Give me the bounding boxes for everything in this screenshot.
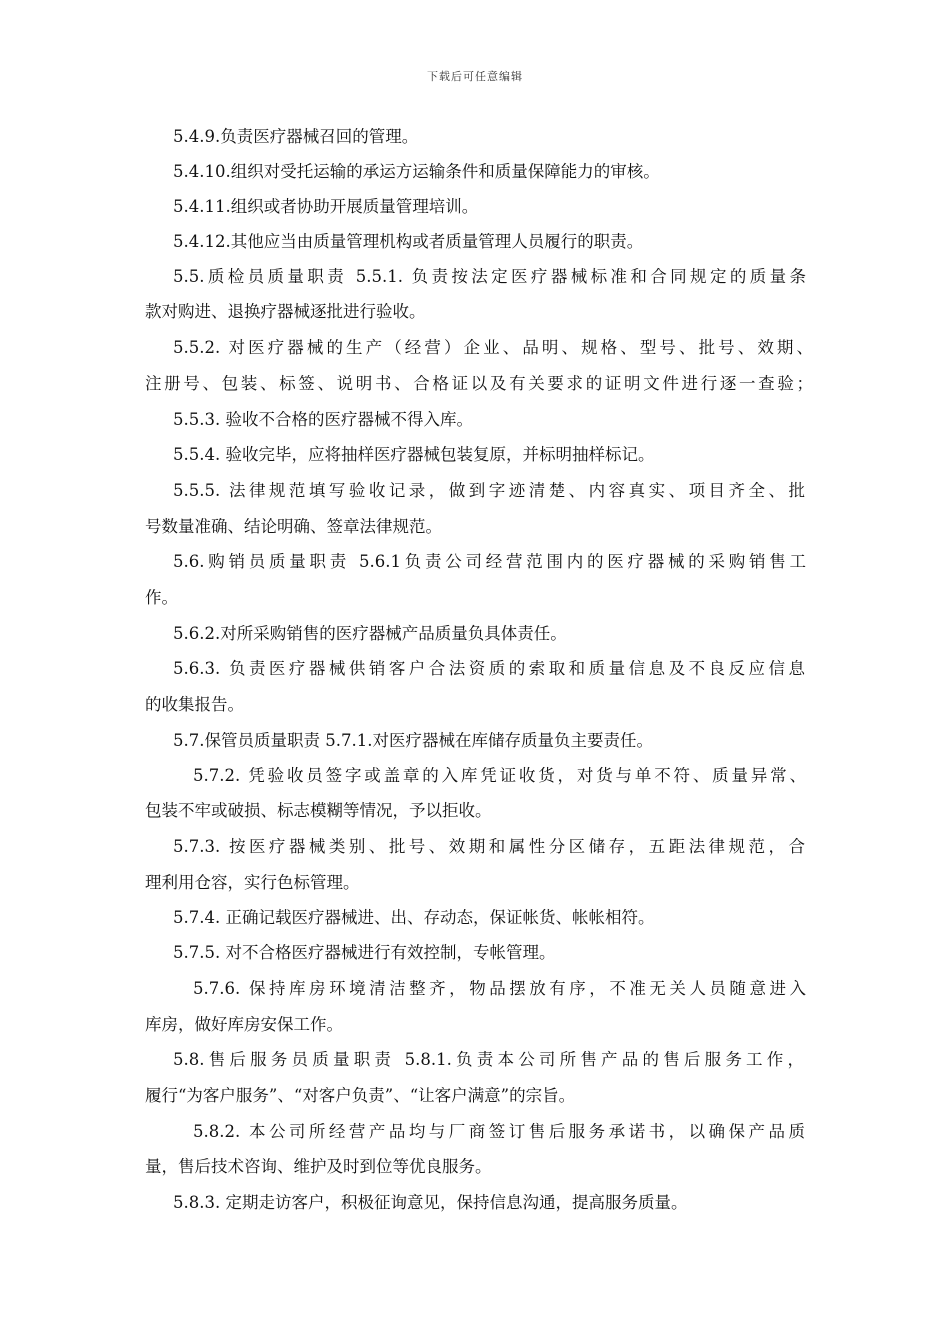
paragraph-line: 包装不牢或破损、标志模糊等情况，予以拒收。 [145, 801, 492, 820]
paragraph-line: 5.4.9.负责医疗器械召回的管理。 [173, 127, 419, 146]
paragraph-line: 5.6.3. 负责医疗器械供销客户合法资质的索取和质量信息及不良反应信息 [173, 659, 805, 678]
paragraph-line: 注册号、包装、标签、说明书、合格证以及有关要求的证明文件进行逐一查验； [145, 374, 813, 393]
paragraph-line: 5.5.2. 对医疗器械的生产（经营）企业、品明、规格、型号、批号、效期、 [173, 338, 813, 357]
paragraph-line: 5.6.购销员质量职责 5.6.1负责公司经营范围内的医疗器械的采购销售工 [173, 552, 806, 571]
paragraph-line: 5.8.2. 本公司所经营产品均与厂商签订售后服务承诺书，以确保产品质 [193, 1122, 805, 1141]
paragraph-line: 量，售后技术咨询、维护及时到位等优良服务。 [145, 1157, 492, 1176]
paragraph-line: 5.7.保管员质量职责 5.7.1.对医疗器械在库储存质量负主要责任。 [173, 731, 653, 750]
paragraph-line: 5.7.3. 按医疗器械类别、批号、效期和属性分区储存，五距法律规范，合 [173, 837, 805, 856]
paragraph-line: 号数量准确、结论明确、签章法律规范。 [145, 517, 442, 536]
paragraph-line: 5.7.5. 对不合格医疗器械进行有效控制，专帐管理。 [173, 943, 556, 962]
paragraph-line: 5.4.11.组织或者协助开展质量管理培训。 [173, 197, 479, 216]
page-header: 下载后可任意编辑 [427, 70, 523, 83]
paragraph-line: 的收集报告。 [145, 695, 244, 714]
paragraph-line: 5.4.12.其他应当由质量管理机构或者质量管理人员履行的职责。 [173, 232, 644, 251]
paragraph-line: 5.5.4. 验收完毕，应将抽样医疗器械包装复原，并标明抽样标记。 [173, 445, 655, 464]
paragraph-line: 款对购进、退换疗器械逐批进行验收。 [145, 302, 426, 321]
paragraph-line: 理利用仓容，实行色标管理。 [145, 873, 360, 892]
paragraph-line: 5.7.2. 凭验收员签字或盖章的入库凭证收货，对货与单不符、质量异常、 [193, 766, 806, 785]
paragraph-line: 5.4.10.组织对受托运输的承运方运输条件和质量保障能力的审核。 [173, 162, 660, 181]
paragraph-line: 5.5.3. 验收不合格的医疗器械不得入库。 [173, 410, 473, 429]
paragraph-line: 5.5.质检员质量职责 5.5.1. 负责按法定医疗器械标准和合同规定的质量条 [173, 267, 806, 286]
paragraph-line: 5.5.5. 法律规范填写验收记录，做到字迹清楚、内容真实、项目齐全、批 [173, 481, 805, 500]
paragraph-line: 5.7.6. 保持库房环境清洁整齐，物品摆放有序，不准无关人员随意进入 [193, 979, 806, 998]
paragraph-line: 履行“为客户服务”、“对客户负责”、“让客户满意”的宗旨。 [145, 1086, 576, 1105]
paragraph-line: 5.6.2.对所采购销售的医疗器械产品质量负具体责任。 [173, 624, 567, 643]
paragraph-line: 作。 [145, 588, 178, 607]
paragraph-line: 5.8.3. 定期走访客户，积极征询意见，保持信息沟通，提高服务质量。 [173, 1193, 688, 1212]
paragraph-line: 5.7.4. 正确记载医疗器械进、出、存动态，保证帐货、帐帐相符。 [173, 908, 655, 927]
paragraph-line: 库房，做好库房安保工作。 [145, 1015, 343, 1034]
paragraph-line: 5.8.售后服务员质量职责 5.8.1.负责本公司所售产品的售后服务工作， [173, 1050, 804, 1069]
